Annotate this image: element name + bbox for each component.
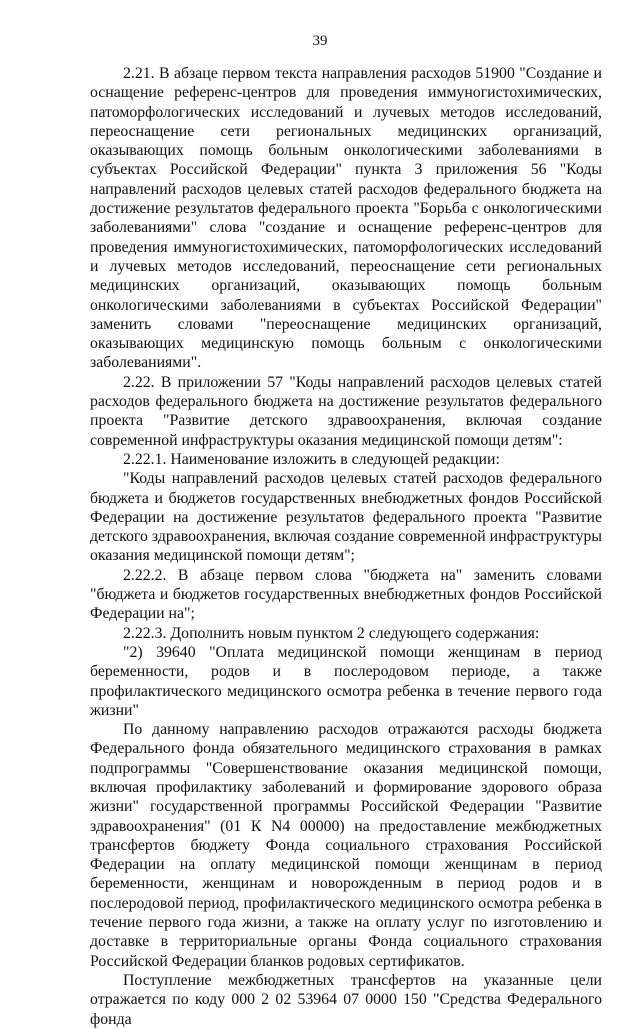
- document-body: [90, 64, 602, 1029]
- paragraph-2-21: 2.21. В абзаце первом текста направления расходов 51900 "Создание и оснащение референс-центров для проведения иммуногистохимических, патоморфологических исследований и лучевых методов исследований, переоснащение сети региональных медицинских организаций, оказывающих помощь больным онкологическими заболеваниями в субъектах Российской Федерации" пункта 3 приложения 56 "Коды направлений расходов целевых статей расходов федерального бюджета на достижение результатов федерального проекта "Борьба с онкологическими заболеваниями" слова "создание и оснащение референс-центров для проведения иммуногистохимических, патоморфологических исследований и лучевых методов исследований, переоснащение сети региональных медицинских организаций, оказывающих помощь больным онкологическими заболеваниями в субъектах Российской Федерации" заменить словами "переоснащение медицинских организаций, оказывающих медицинскую помощь больным с онкологическими заболеваниями".: [90, 65, 602, 372]
- paragraph-new-title: "Коды направлений расходов целевых статей расходов федерального бюджета и бюджетов государственных внебюджетных фондов Российской Федерации на достижение результатов федерального проекта "Развитие детского здравоохранения, включая создание современной инфраструктуры оказания медицинской помощи детям";: [90, 470, 602, 565]
- paragraph-2-22: 2.22. В приложении 57 "Коды направлений расходов целевых статей расходов федерального бюджета на достижение результатов федерального проекта "Развитие детского здравоохранения, включая создание современной инфраструктуры оказания медицинской помощи детям":: [90, 373, 602, 449]
- paragraph-item-39640: "2) 39640 "Оплата медицинской помощи женщинам в период беременности, родов и в послеродовом периоде, а также профилактического медицинского осмотра ребенка в течение первого года жизни": [90, 643, 602, 719]
- paragraph-2-22-3: 2.22.3. Дополнить новым пунктом 2 следующего содержания:: [123, 624, 540, 642]
- paragraph-2-22-2: 2.22.2. В абзаце первом слова "бюджета на" заменить словами "бюджета и бюджетов государственных внебюджетных фондов Российской Федерации на";: [90, 566, 602, 623]
- paragraph-2-22-1: 2.22.1. Наименование изложить в следующей редакции:: [123, 450, 500, 468]
- paragraph-expenses-description: По данному направлению расходов отражаются расходы бюджета Федерального фонда обязательного медицинского страхования в рамках подпрограммы "Совершенствование оказания медицинской помощи, включая профилактику заболеваний и формирование здорового образа жизни" государственной программы Российской Федерации "Развитие здравоохранения" (01 К N4 00000) на предоставление межбюджетных трансфертов бюджету Фонда социального страхования Российской Федерации на оплату медицинской помощи женщинам в период беременности, женщинам и новорожденным в период родов и в послеродовой период, профилактического медицинского осмотра ребенка в течение первого года жизни, а также на оплату услуг по изготовлению и доставке в территориальные органы Фонда социального страхования Российской Федерации бланков родовых сертификатов.: [90, 721, 602, 970]
- paragraph-transfers-code: Поступление межбюджетных трансфертов на указанные цели отражается по коду 000 2 02 53964 07 0000 150 "Средства Федерального фонда: [90, 971, 602, 1028]
- page-number: 39: [312, 33, 328, 49]
